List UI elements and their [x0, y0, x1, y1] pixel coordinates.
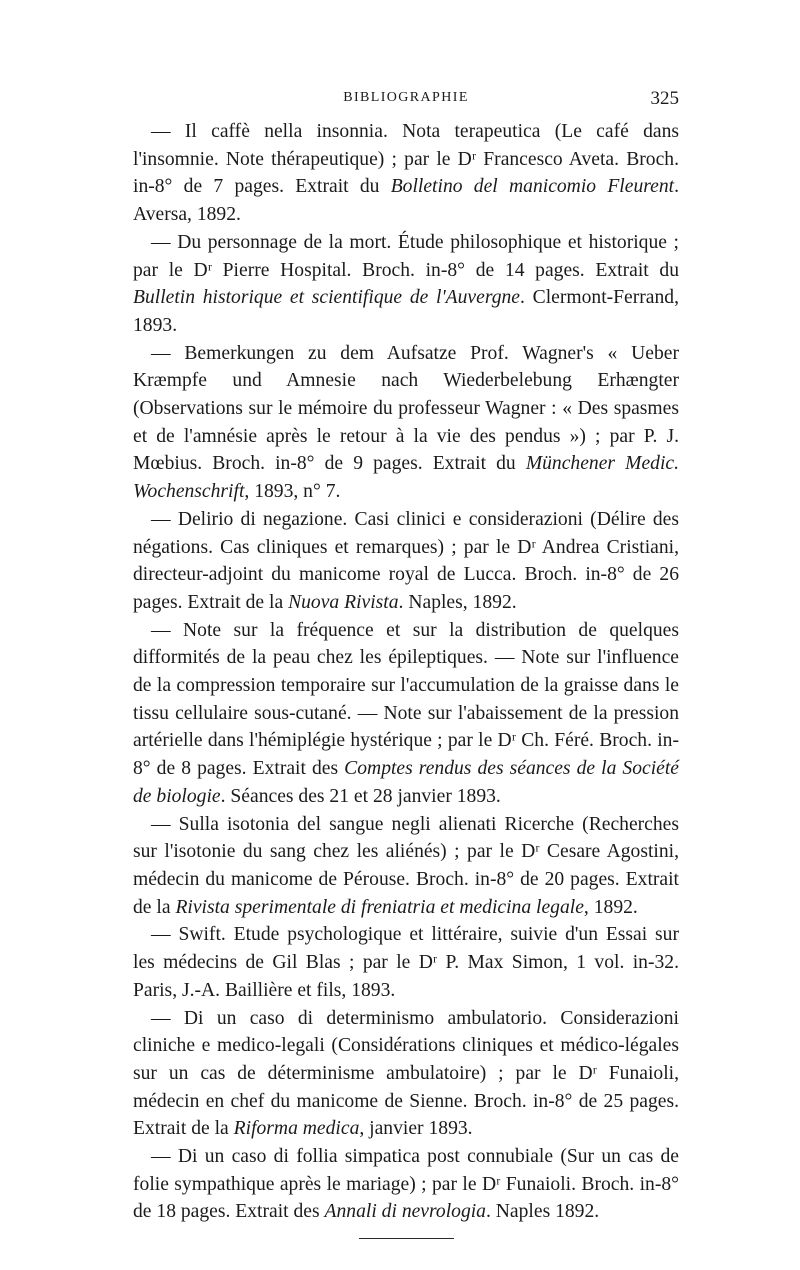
bibliography-entry [133, 506, 679, 617]
entry-source-title: Rivista sperimentale di freniatria et medicina legale [175, 896, 584, 918]
running-header [133, 88, 679, 114]
entry-source-title: Bulletin historique et scientifique de l'Auvergne [133, 287, 521, 309]
bibliography-entry [133, 921, 679, 1004]
entry-imprint: . Naples, 1892. [398, 591, 517, 613]
bibliography-entry [133, 1005, 679, 1144]
section-end-rule [359, 1238, 454, 1239]
entry-imprint: . Aversa, 1892. [133, 176, 679, 226]
entry-text: — Bemerkungen zu dem Aufsatze Prof. Wagner's « Ueber Kræmpfe und Amnesie nach Wiederbelebung Erhængter (Observations sur le mémoire du professeur Wagner : « Des spasmes et de l'amnésie après le retour à la vie des pendus ») ; par P. J. Mœbius. Broch. in-8° de 9 pages. Extrait du [133, 342, 679, 475]
entry-text: — Di un caso di follia simpatica post connubiale (Sur un cas de folie sympathique après le mariage) ; par le Dʳ Funaioli. Broch. in-8° de 18 pages. Extrait des [133, 1146, 679, 1223]
entry-source-title: Comptes rendus des séances de la Société de biologie [133, 758, 680, 807]
entry-text: — Sulla isotonia del sangue negli alienati Ricerche (Recherches sur l'isotonie du sang chez les aliénés) ; par le Dʳ Cesare Agostini, médecin du manicome de Pérouse. Broch. in-8° de 20 pages. Extrait de la [133, 813, 679, 918]
entry-source-title: Bolletino del manicomio Fleurent [390, 176, 675, 198]
entry-text: — Note sur la fréquence et sur la distribution de quelques difformités de la peau chez les épileptiques. — Note sur l'influence de la compression temporaire sur l'accumulation de la graisse dans le tissu cellulaire sous-cutané. — Note sur l'abaissement de la pression artérielle dans l'hémiplégie hystérique ; par le Dʳ Ch. Féré. Broch. in-8° de 8 pages. Extrait des [133, 619, 679, 780]
bibliography-entry [133, 229, 679, 340]
bibliography-entry [133, 118, 679, 229]
entry-imprint: , 1893, n° 7. [244, 481, 341, 503]
bibliography-entry [133, 340, 679, 506]
book-page [133, 88, 679, 1239]
entry-imprint: . Séances des 21 et 28 janvier 1893. [220, 785, 501, 807]
entry-imprint: , 1892. [583, 896, 638, 918]
page-number: 325 [650, 88, 679, 109]
entry-text: — Swift. Etude psychologique et littéraire, suivie d'un Essai sur les médecins de Gil Blas ; par le Dʳ P. Max Simon, 1 vol. in-32. Paris, J.-A. Baillière et fils, 1893. [133, 924, 679, 1001]
entry-text: — Du personnage de la mort. Étude philosophique et historique ; par le Dʳ Pierre Hospital. Broch. in-8° de 14 pages. Extrait du [133, 231, 679, 281]
entry-source-title: Riforma medica [233, 1118, 360, 1140]
bibliography-entry [133, 617, 679, 811]
entry-text: — Il caffè nella insonnia. Nota terapeutica (Le café dans l'insomnie. Note thérapeutique) ; par le Dʳ Francesco Aveta. Broch. in-8° de 7 pages. Extrait du [133, 121, 679, 198]
bibliography-entry [133, 811, 679, 922]
entry-source-title: Münchener Medic. Wochenschrift [133, 453, 679, 503]
entry-imprint: . Clermont-Ferrand, 1893. [133, 287, 679, 336]
bibliography-list [133, 118, 679, 1226]
bibliography-entry [133, 1143, 679, 1226]
running-title: BIBLIOGRAPHIE [343, 90, 469, 105]
entry-imprint: , janvier 1893. [359, 1118, 473, 1140]
entry-text: — Di un caso di determinismo ambulatorio. Considerazioni cliniche e medico-legali (Considérations cliniques et médico-légales sur un cas de déterminisme ambulatoire) ; par le Dʳ Funaioli, médecin en chef du manicome de Sienne. Broch. in-8° de 25 pages. Extrait de la [133, 1007, 679, 1140]
entry-source-title: Annali di nevrologia [324, 1201, 486, 1223]
entry-text: — Delirio di negazione. Casi clinici e considerazioni (Délire des négations. Cas cliniques et remarques) ; par le Dʳ Andrea Cristiani, directeur-adjoint du manicome royal de Lucca. Broch. in-8° de 26 pages. Extrait de la [133, 508, 679, 613]
entry-imprint: . Naples 1892. [485, 1201, 600, 1223]
entry-source-title: Nuova Rivista [288, 591, 399, 613]
